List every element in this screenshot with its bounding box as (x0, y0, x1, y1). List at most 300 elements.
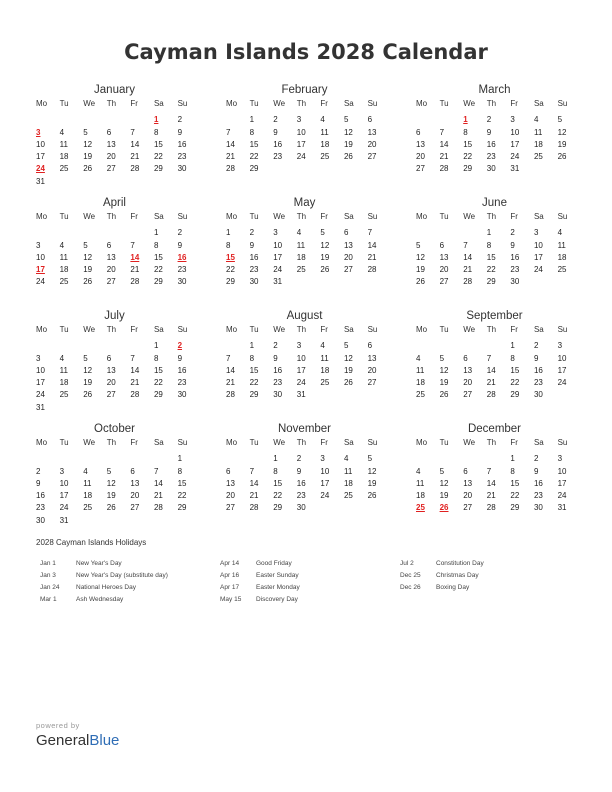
empty-day-cell (107, 227, 131, 239)
day-cell: 23 (177, 152, 187, 162)
day-cell: 13 (226, 478, 235, 488)
day-cell: 2 (296, 454, 302, 464)
empty-day-cell (83, 515, 107, 527)
day-cell: 15 (486, 252, 496, 262)
day-cell: 13 (416, 139, 425, 149)
day-cell: 29 (177, 503, 187, 513)
day-cell: 28 (153, 503, 163, 513)
day-cell: 1 (153, 341, 159, 351)
brand-part-blue: Blue (89, 732, 120, 749)
day-cell: 7 (130, 353, 135, 363)
weekday-label: Mo (36, 99, 48, 108)
day-cell: 13 (106, 139, 116, 149)
empty-day-cell (154, 402, 178, 414)
weekday-label: Fr (320, 99, 328, 108)
day-cell: 5 (367, 454, 373, 464)
holiday-name: Easter Monday (256, 584, 300, 591)
day-cell: 28 (486, 390, 496, 400)
weekday-label: Tu (59, 99, 69, 108)
day-cell: 15 (273, 478, 283, 488)
empty-day-cell (107, 515, 131, 527)
day-cell: 9 (177, 240, 183, 250)
week-row (226, 377, 391, 389)
week-row (226, 490, 391, 502)
day-cell: 26 (83, 164, 93, 174)
empty-day-cell (368, 389, 392, 401)
week-row (36, 176, 201, 188)
day-cell: 6 (463, 353, 468, 363)
day-cell: 22 (226, 265, 235, 275)
holiday-name: Ash Wednesday (76, 596, 124, 603)
day-cell: 6 (416, 127, 421, 137)
empty-day-cell (440, 114, 464, 126)
empty-day-cell (558, 163, 582, 175)
week-row (416, 114, 581, 126)
weekday-label: Th (106, 99, 117, 108)
day-cell: 12 (320, 240, 330, 250)
week-row (416, 240, 581, 252)
weekday-label: We (83, 325, 96, 334)
weekday-label: Sa (343, 438, 354, 447)
day-cell: 22 (177, 491, 187, 501)
empty-day-cell (463, 453, 487, 465)
day-cell: 30 (533, 503, 543, 513)
day-cell: 25 (320, 152, 330, 162)
weekday-label: Su (177, 212, 188, 221)
holiday-item (220, 582, 400, 594)
holiday-date: Dec 26 (400, 584, 421, 591)
weekday-label: Tu (439, 99, 449, 108)
day-cell: 26 (83, 277, 93, 287)
empty-day-cell (440, 453, 464, 465)
day-cell: 15 (177, 478, 187, 488)
day-cell: 19 (557, 139, 567, 149)
day-cell: 6 (367, 341, 373, 351)
day-cell: 31 (296, 390, 306, 400)
weekday-label: Su (367, 212, 378, 221)
week-row (36, 377, 201, 389)
day-cell: 11 (557, 240, 566, 250)
weekday-label: Th (106, 325, 117, 334)
day-cell: 4 (59, 353, 65, 363)
week-row (226, 163, 391, 175)
day-cell: 26 (343, 378, 353, 388)
day-cell: 24 (296, 152, 306, 162)
empty-day-cell (154, 453, 178, 465)
empty-day-cell (463, 227, 487, 239)
day-cell: 3 (36, 353, 41, 363)
holiday-day-cell: 24 (36, 164, 45, 174)
holiday-day-cell: 16 (177, 252, 187, 262)
holiday-date: Jan 3 (40, 572, 56, 579)
day-cell: 2 (249, 228, 255, 238)
holiday-name: Discovery Day (256, 596, 298, 603)
day-cell: 5 (320, 228, 325, 238)
day-cell: 15 (249, 365, 259, 375)
day-cell: 24 (557, 378, 567, 388)
day-cell: 3 (296, 115, 302, 125)
day-cell: 16 (296, 478, 306, 488)
day-cell: 28 (130, 390, 140, 400)
empty-day-cell (416, 453, 440, 465)
day-cell: 30 (273, 390, 283, 400)
weekday-label: Tu (439, 438, 449, 447)
day-cell: 21 (367, 252, 377, 262)
holiday-item (220, 594, 400, 606)
empty-day-cell (344, 502, 368, 514)
weekday-label: Fr (130, 438, 138, 447)
day-cell: 3 (510, 115, 515, 125)
day-cell: 11 (59, 139, 68, 149)
holiday-item (40, 570, 220, 582)
holiday-name: National Heroes Day (76, 584, 136, 591)
day-cell: 14 (130, 139, 140, 149)
day-cell: 28 (130, 164, 140, 174)
weekday-label: We (83, 438, 96, 447)
day-cell: 22 (510, 378, 520, 388)
day-cell: 12 (83, 365, 93, 375)
weekday-label: Mo (416, 325, 428, 334)
day-cell: 25 (557, 265, 567, 275)
weekday-label: Th (106, 438, 117, 447)
day-cell: 11 (83, 478, 92, 488)
day-cell: 23 (273, 152, 283, 162)
week-row (36, 515, 201, 527)
weekday-header (36, 211, 201, 223)
day-cell: 18 (320, 139, 330, 149)
day-cell: 7 (463, 240, 468, 250)
day-cell: 16 (533, 365, 543, 375)
day-cell: 31 (557, 503, 567, 513)
week-row (416, 127, 581, 139)
day-cell: 5 (416, 240, 421, 250)
holiday-date: Jan 1 (40, 560, 56, 567)
day-cell: 21 (439, 152, 449, 162)
week-row (416, 365, 581, 377)
month-june (416, 195, 581, 304)
weekday-label: Sa (343, 99, 354, 108)
day-cell: 23 (273, 378, 283, 388)
day-cell: 26 (416, 277, 425, 287)
holiday-day-cell: 26 (439, 503, 449, 513)
week-row (226, 139, 391, 151)
month-name: September (466, 310, 523, 322)
weekday-label: Th (486, 212, 497, 221)
week-row (36, 490, 201, 502)
month-name: December (467, 423, 522, 435)
day-cell: 14 (226, 139, 235, 149)
empty-day-cell (83, 453, 107, 465)
day-cell: 6 (106, 240, 112, 250)
day-cell: 20 (367, 139, 377, 149)
holiday-name: Christmas Day (436, 572, 479, 579)
day-cell: 29 (153, 164, 163, 174)
day-cell: 9 (273, 353, 278, 363)
day-cell: 23 (296, 491, 306, 501)
day-cell: 23 (533, 491, 543, 501)
day-cell: 20 (463, 378, 473, 388)
week-row (36, 127, 201, 139)
weekday-label: Mo (226, 325, 238, 334)
day-cell: 12 (106, 478, 116, 488)
day-cell: 25 (320, 378, 330, 388)
day-cell: 13 (367, 353, 377, 363)
weekday-label: Tu (249, 212, 259, 221)
day-cell: 9 (486, 127, 492, 137)
brand-part-general: General (36, 732, 90, 749)
month-name: August (286, 310, 323, 322)
empty-day-cell (36, 227, 60, 239)
day-cell: 28 (226, 164, 235, 174)
empty-day-cell (558, 389, 582, 401)
day-cell: 15 (153, 139, 163, 149)
empty-day-cell (154, 176, 178, 188)
weekday-label: Tu (249, 438, 259, 447)
week-row (226, 502, 391, 514)
day-cell: 10 (296, 127, 306, 137)
day-cell: 21 (226, 152, 235, 162)
day-cell: 1 (510, 341, 515, 351)
day-cell: 4 (557, 228, 563, 238)
day-cell: 8 (153, 127, 159, 137)
day-cell: 30 (510, 277, 520, 287)
day-cell: 18 (343, 478, 353, 488)
week-row (36, 151, 201, 163)
day-cell: 8 (510, 353, 515, 363)
day-cell: 31 (36, 176, 45, 186)
day-cell: 8 (510, 466, 515, 476)
week-row (416, 453, 581, 465)
weekday-label: Sa (343, 325, 354, 334)
day-cell: 2 (486, 115, 492, 125)
day-cell: 26 (557, 152, 567, 162)
day-cell: 19 (83, 378, 93, 388)
weekday-label: Fr (510, 212, 518, 221)
holiday-date: Apr 14 (220, 560, 240, 567)
day-cell: 15 (463, 139, 473, 149)
day-cell: 1 (226, 228, 231, 238)
day-cell: 12 (416, 252, 425, 262)
weekday-label: Su (367, 99, 378, 108)
empty-day-cell (107, 114, 131, 126)
day-cell: 2 (533, 341, 539, 351)
empty-day-cell (130, 114, 154, 126)
day-cell: 27 (367, 378, 377, 388)
weekday-label: Tu (59, 438, 69, 447)
weekday-label: Mo (226, 438, 238, 447)
empty-day-cell (368, 276, 392, 288)
weekday-label: Sa (153, 325, 164, 334)
day-cell: 10 (510, 127, 520, 137)
day-cell: 2 (510, 228, 515, 238)
day-cell: 13 (367, 127, 377, 137)
weekday-header (416, 98, 581, 110)
weekday-label: Tu (439, 212, 449, 221)
weekday-label: Tu (249, 325, 259, 334)
weekday-label: We (83, 212, 96, 221)
day-cell: 10 (320, 466, 330, 476)
day-cell: 17 (36, 152, 45, 162)
day-cell: 11 (320, 353, 329, 363)
weekday-header (226, 437, 391, 449)
day-cell: 4 (59, 240, 65, 250)
week-row (36, 240, 201, 252)
empty-day-cell (130, 340, 154, 352)
week-row (416, 227, 581, 239)
day-cell: 13 (439, 252, 449, 262)
weekday-header (416, 211, 581, 223)
week-row (226, 478, 391, 490)
weekday-label: We (463, 99, 476, 108)
day-cell: 3 (296, 341, 302, 351)
weekday-label: Fr (320, 438, 328, 447)
day-cell: 6 (343, 228, 349, 238)
week-row (36, 139, 201, 151)
day-cell: 23 (533, 378, 543, 388)
day-cell: 29 (153, 390, 163, 400)
day-cell: 15 (249, 139, 259, 149)
day-cell: 23 (36, 503, 45, 513)
day-cell: 18 (59, 265, 69, 275)
day-cell: 25 (416, 390, 425, 400)
day-cell: 28 (486, 503, 496, 513)
weekday-label: Fr (510, 325, 518, 334)
day-cell: 9 (533, 466, 539, 476)
holiday-list (40, 558, 580, 606)
day-cell: 19 (343, 365, 353, 375)
day-cell: 27 (226, 503, 235, 513)
empty-day-cell (130, 453, 154, 465)
day-cell: 11 (343, 466, 353, 476)
day-cell: 13 (343, 240, 353, 250)
day-cell: 27 (343, 265, 353, 275)
day-cell: 10 (533, 240, 543, 250)
holiday-name: New Year's Day (76, 560, 122, 567)
day-cell: 22 (249, 378, 259, 388)
holiday-item (400, 558, 580, 570)
day-cell: 12 (367, 466, 377, 476)
week-row (36, 340, 201, 352)
empty-day-cell (107, 176, 131, 188)
day-cell: 3 (320, 454, 325, 464)
months-grid (36, 82, 581, 530)
day-cell: 29 (510, 390, 520, 400)
day-cell: 9 (510, 240, 515, 250)
day-cell: 6 (106, 353, 112, 363)
holiday-date: May 15 (220, 596, 242, 603)
day-cell: 1 (273, 454, 278, 464)
day-cell: 10 (36, 252, 45, 262)
week-row (416, 466, 581, 478)
month-april (36, 195, 201, 304)
day-cell: 30 (486, 164, 496, 174)
weekday-label: Sa (533, 438, 544, 447)
day-cell: 2 (177, 115, 183, 125)
day-cell: 2 (177, 228, 183, 238)
weekday-label: We (273, 325, 286, 334)
day-cell: 28 (226, 390, 235, 400)
day-cell: 17 (296, 139, 306, 149)
holiday-column (400, 558, 580, 606)
weekday-label: Su (557, 438, 568, 447)
day-cell: 23 (510, 265, 520, 275)
day-cell: 24 (36, 390, 45, 400)
day-cell: 24 (273, 265, 283, 275)
day-cell: 23 (486, 152, 496, 162)
empty-day-cell (440, 340, 464, 352)
month-name: April (102, 197, 126, 209)
day-cell: 25 (59, 277, 69, 287)
holiday-item (220, 558, 400, 570)
day-cell: 12 (83, 252, 93, 262)
day-cell: 7 (153, 466, 159, 476)
page-title: Cayman Islands 2028 Calendar (124, 40, 488, 64)
day-cell: 8 (486, 240, 492, 250)
day-cell: 6 (130, 466, 135, 476)
day-cell: 13 (130, 478, 140, 488)
day-cell: 14 (486, 365, 496, 375)
empty-day-cell (368, 502, 392, 514)
day-cell: 12 (439, 365, 449, 375)
day-cell: 20 (130, 491, 140, 501)
day-cell: 18 (59, 378, 69, 388)
empty-day-cell (83, 340, 107, 352)
holiday-day-cell: 25 (416, 503, 425, 513)
day-cell: 20 (343, 252, 353, 262)
month-name: January (94, 84, 135, 96)
day-cell: 9 (273, 127, 278, 137)
month-october (36, 421, 201, 530)
day-cell: 27 (106, 164, 116, 174)
day-cell: 31 (510, 164, 520, 174)
weekday-label: We (273, 212, 286, 221)
weekday-label: We (83, 99, 96, 108)
weekday-label: Tu (249, 99, 259, 108)
day-cell: 19 (367, 478, 377, 488)
week-row (416, 377, 581, 389)
day-cell: 3 (533, 228, 539, 238)
weekday-label: Su (367, 438, 378, 447)
day-cell: 30 (36, 515, 45, 525)
empty-day-cell (60, 176, 84, 188)
day-cell: 22 (153, 265, 163, 275)
day-cell: 20 (106, 378, 116, 388)
week-row (226, 240, 391, 252)
day-cell: 5 (83, 240, 88, 250)
holiday-item (40, 558, 220, 570)
empty-day-cell (226, 114, 250, 126)
day-cell: 3 (59, 466, 65, 476)
weekday-header (416, 324, 581, 336)
day-cell: 22 (486, 265, 496, 275)
weekday-label: Th (296, 212, 307, 221)
day-cell: 30 (177, 164, 187, 174)
day-cell: 11 (416, 478, 425, 488)
day-cell: 7 (226, 353, 231, 363)
day-cell: 21 (486, 378, 496, 388)
day-cell: 18 (416, 378, 425, 388)
weekday-header (226, 98, 391, 110)
weekday-label: Su (177, 99, 188, 108)
week-row (36, 163, 201, 175)
weekday-label: Mo (226, 212, 238, 221)
day-cell: 29 (153, 277, 163, 287)
empty-day-cell (416, 114, 440, 126)
holiday-item (400, 570, 580, 582)
day-cell: 27 (106, 390, 116, 400)
day-cell: 31 (36, 402, 45, 412)
day-cell: 21 (130, 378, 140, 388)
